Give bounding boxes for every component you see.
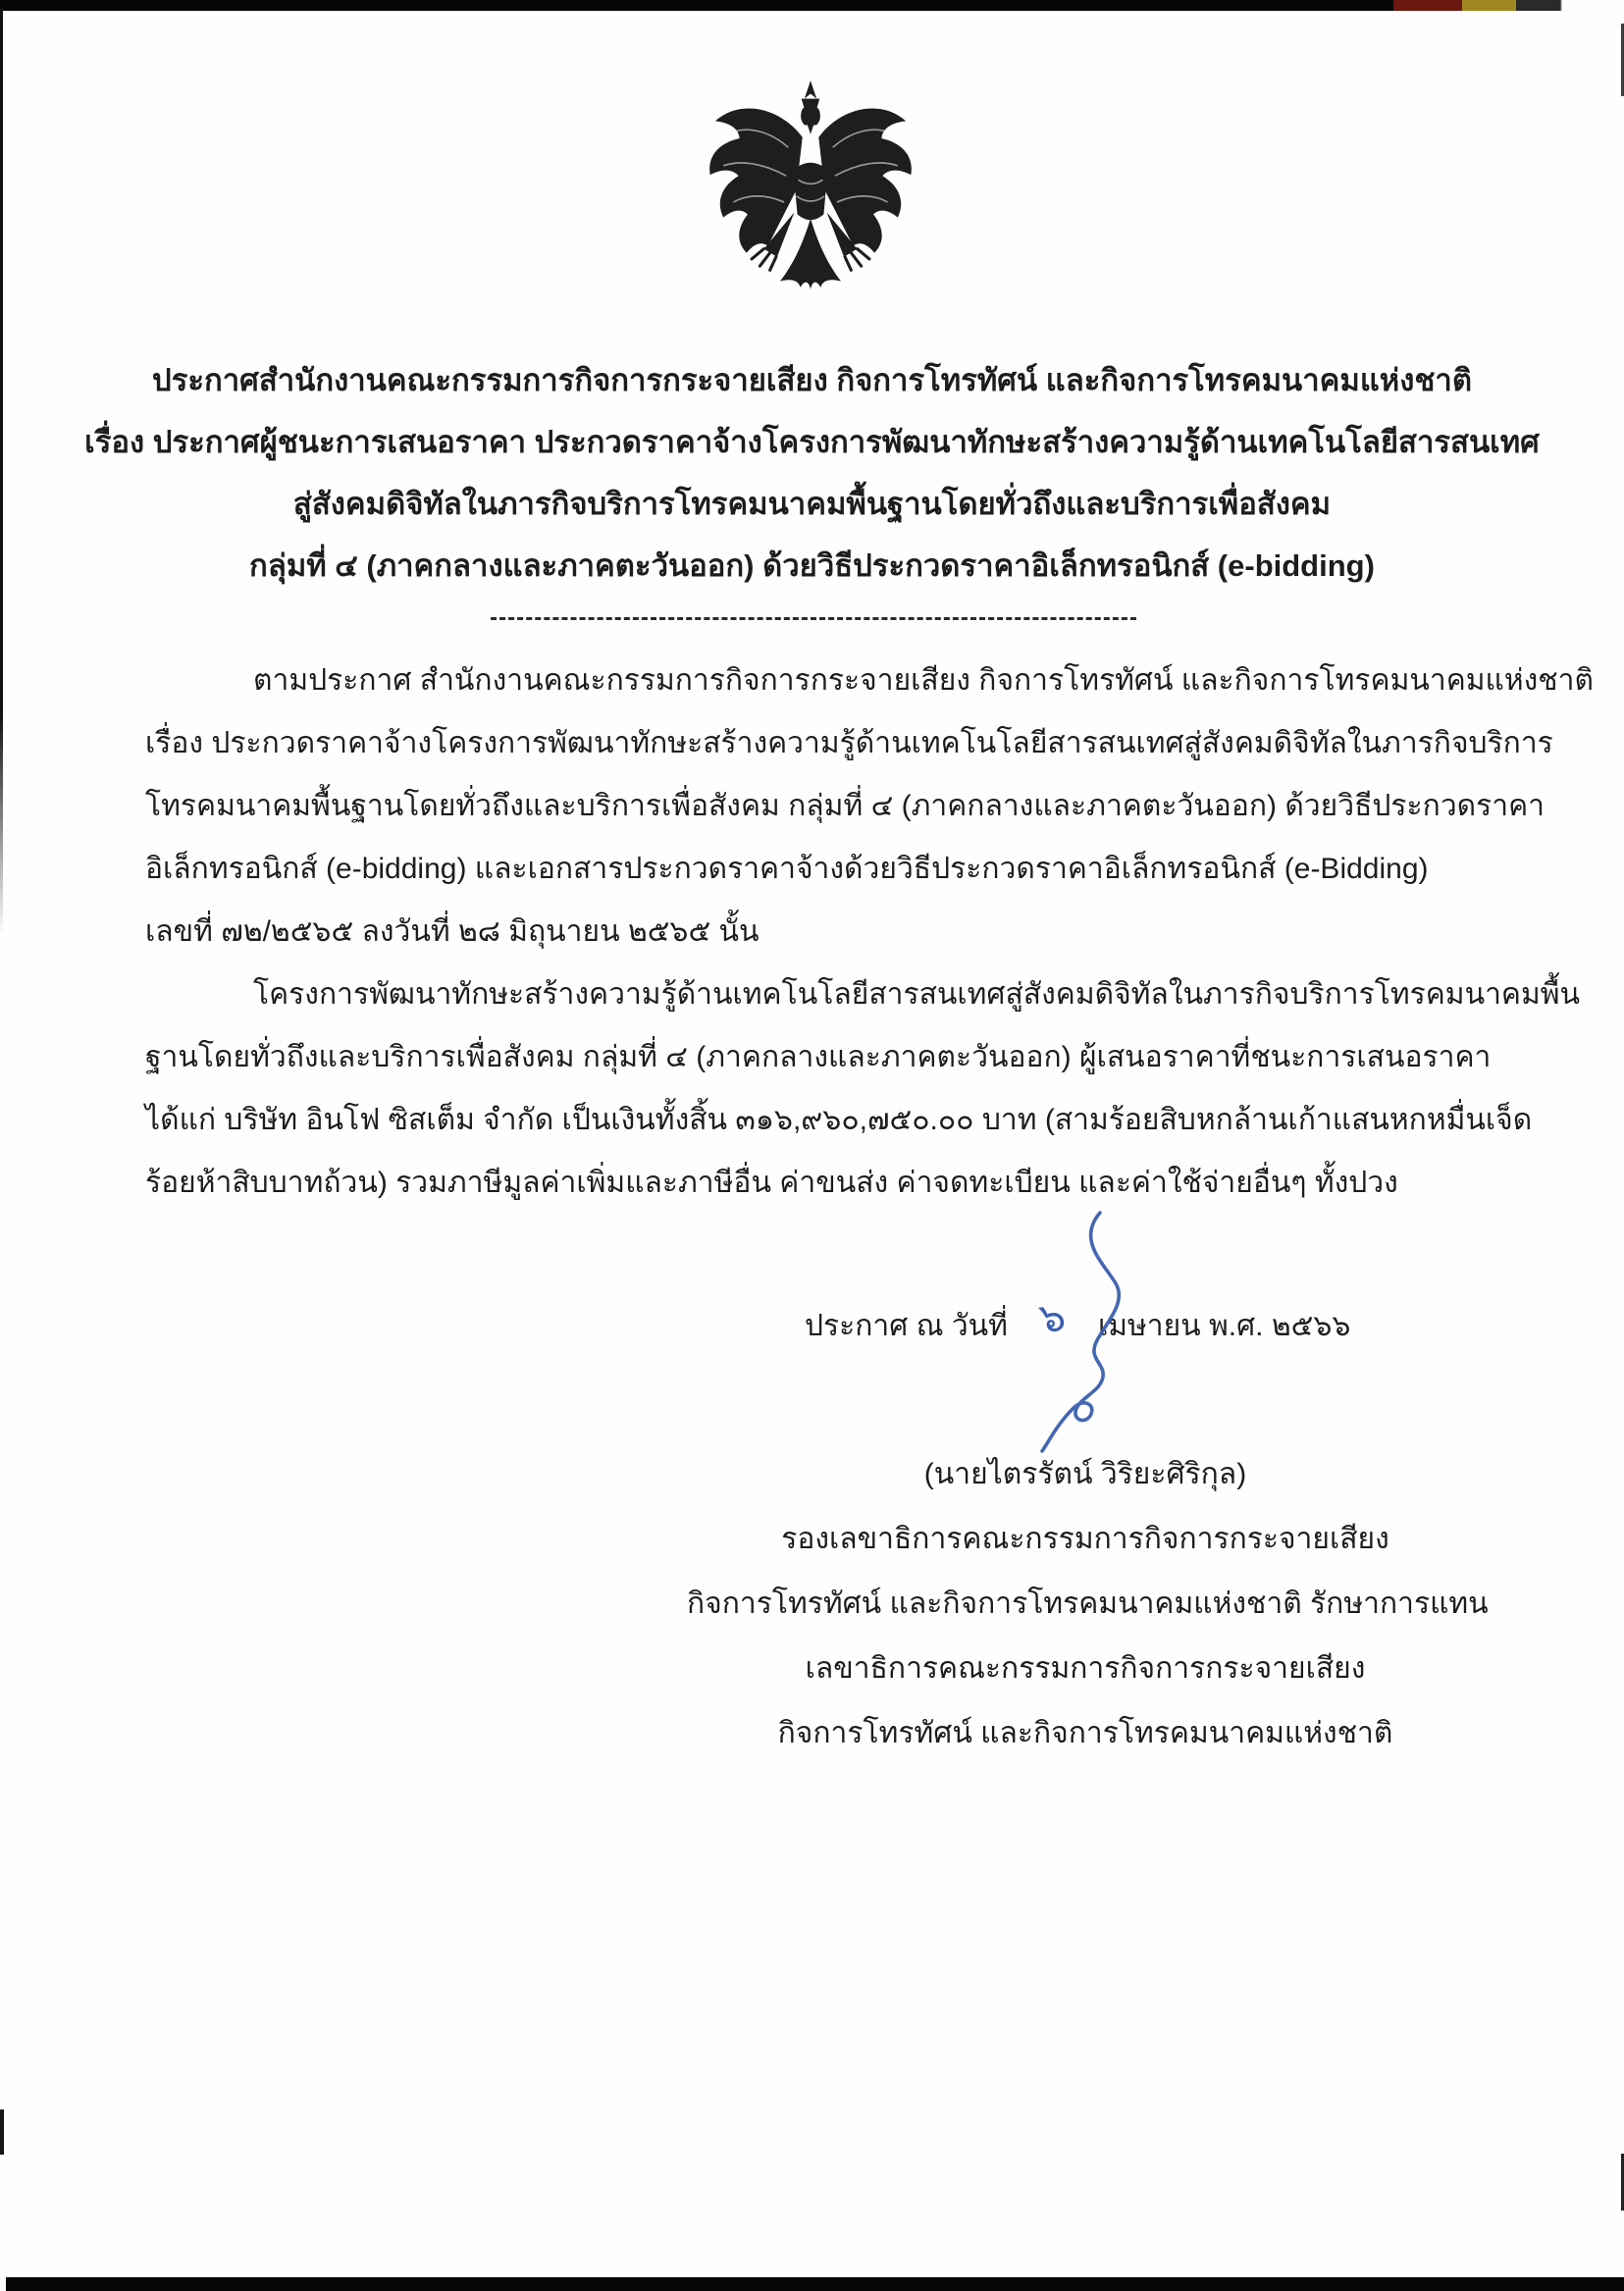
paragraph-line: ตามประกาศ สำนักงานคณะกรรมการกิจการกระจายเสียง กิจการโทรทัศน์ และกิจการโทรคมนาคมแห่งชาติ: [253, 664, 1594, 697]
title-line-3: สู่สังคมดิจิทัลในภารกิจบริการโทรคมนาคมพื้นฐานโดยทั่วถึงและบริการเพื่อสังคม: [292, 487, 1332, 521]
paragraph-line: ฐานโดยทั่วถึงและบริการเพื่อสังคม กลุ่มที่ ๔ (ภาคกลางและภาคตะวันออก) ผู้เสนอราคาที่ชนะการเสนอราคา: [145, 1041, 1492, 1073]
body-paragraph-2: [145, 963, 1581, 1215]
document-title-block: [69, 349, 1555, 597]
scan-artifact-left-line: [0, 8, 3, 935]
announcement-date-line: [805, 1292, 1351, 1350]
signer-title-line: กิจการโทรทัศน์ และกิจการโทรคมนาคมแห่งชาติ: [777, 1717, 1393, 1749]
handwritten-day-value: ๖: [1035, 1292, 1069, 1342]
paragraph-line: เรื่อง ประกวดราคาจ้างโครงการพัฒนาทักษะสร้างความรู้ด้านเทคโนโลยีสารสนเทศสู่สังคมดิจิทัลในภารกิจบริการ: [145, 727, 1553, 759]
paragraph-line: ได้แก่ บริษัท อินโฟ ซิสเต็ม จำกัด เป็นเงินทั้งสิ้น ๓๑๖,๙๖๐,๗๕๐.๐๐ บาท (สามร้อยสิบหกล้านเก้าแสนหกหมื่นเจ็ด: [145, 1104, 1533, 1136]
date-suffix: เมษายน พ.ศ. ๒๕๖๖: [1097, 1309, 1351, 1342]
dashed-divider: [491, 617, 1136, 620]
scan-artifact-top-bar: [0, 0, 1566, 11]
date-prefix: ประกาศ ณ วันที่: [805, 1309, 1008, 1342]
signer-name: (นายไตรรัตน์ วิริยะศิริกุล): [923, 1458, 1247, 1490]
paragraph-line: โครงการพัฒนาทักษะสร้างความรู้ด้านเทคโนโลยีสารสนเทศสู่สังคมดิจิทัลในภารกิจบริการโทรคมนาคมพื้น: [253, 978, 1581, 1011]
paragraph-line: โทรคมนาคมพื้นฐานโดยทั่วถึงและบริการเพื่อสังคม กลุ่มที่ ๔ (ภาคกลางและภาคตะวันออก) ด้วยวิธีประกวดราคา: [145, 790, 1545, 822]
paragraph-line: อิเล็กทรอนิกส์ (e-bidding) และเอกสารประกวดราคาจ้างด้วยวิธีประกวดราคาอิเล็กทรอนิกส์ (e-Bidding): [145, 853, 1429, 885]
handwritten-day-slot: [1008, 1293, 1098, 1358]
body-paragraph-1: [145, 650, 1594, 963]
title-line-1: ประกาศสำนักงานคณะกรรมการกิจการกระจายเสียง กิจการโทรทัศน์ และกิจการโทรคมนาคมแห่งชาติ: [152, 363, 1472, 397]
signer-title-line: เลขาธิการคณะกรรมการกิจการกระจายเสียง: [805, 1652, 1366, 1685]
scan-artifact-bottom-bar: [6, 2277, 1624, 2291]
scan-artifact-left-mark: [0, 2109, 4, 2155]
title-line-4: กลุ่มที่ ๔ (ภาคกลางและภาคตะวันออก) ด้วยวิธีประกวดราคาอิเล็กทรอนิกส์ (e-bidding): [249, 548, 1375, 583]
garuda-emblem-icon: [689, 74, 932, 327]
paragraph-line: เลขที่ ๗๒/๒๕๖๕ ลงวันที่ ๒๘ มิถุนายน ๒๕๖๕ นั้น: [145, 915, 760, 948]
signer-title-line: กิจการโทรทัศน์ และกิจการโทรคมนาคมแห่งชาติ รักษาการแทน: [687, 1588, 1489, 1620]
signer-block: [687, 1442, 1489, 1766]
paragraph-line: ร้อยห้าสิบบาทถ้วน) รวมภาษีมูลค่าเพิ่มและภาษีอื่น ค่าขนส่ง ค่าจดทะเบียน และค่าใช้จ่ายอื่นๆ ทั้งปวง: [145, 1167, 1398, 1199]
signer-title-line: รองเลขาธิการคณะกรรมการกิจการกระจายเสียง: [781, 1523, 1389, 1555]
title-line-2: เรื่อง ประกาศผู้ชนะการเสนอราคา ประกวดราคาจ้างโครงการพัฒนาทักษะสร้างความรู้ด้านเทคโนโลยีสารสนเทศ: [84, 425, 1540, 459]
